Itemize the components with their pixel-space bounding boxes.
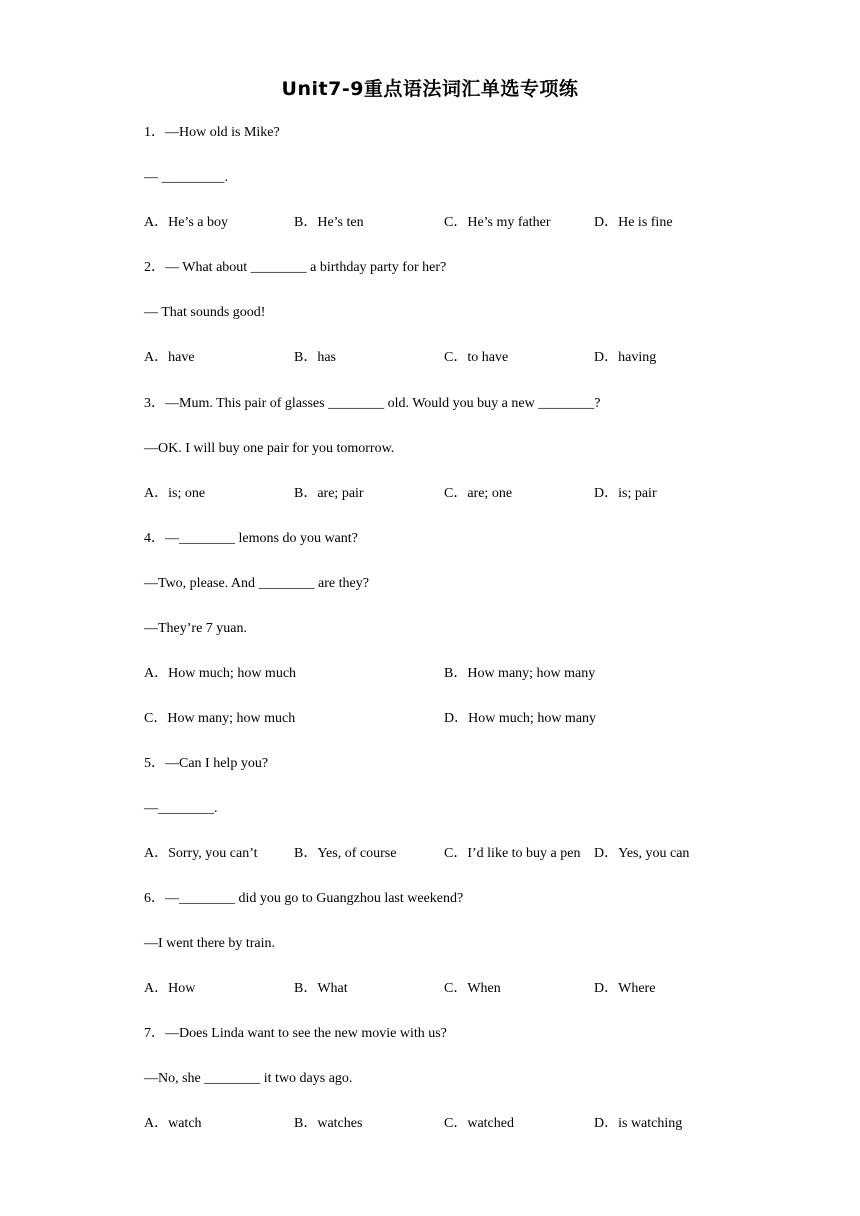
- question-1-option-b[interactable]: B．He’s ten: [294, 215, 364, 230]
- question-1-answer-line: — _________.: [144, 170, 228, 185]
- question-6-option-c[interactable]: C．When: [444, 981, 501, 996]
- question-4-option-d[interactable]: D．How much; how many: [444, 711, 597, 726]
- question-4-answer-line: —They’re 7 yuan.: [144, 621, 248, 636]
- question-7-answer-line: —No, she ________ it two days ago.: [144, 1071, 353, 1086]
- question-3-option-d[interactable]: D．is; pair: [594, 486, 657, 501]
- question-4-stem: 4．—________ lemons do you want?: [144, 531, 358, 546]
- question-7-option-d[interactable]: D．is watching: [594, 1116, 683, 1131]
- question-3-stem: 3．—Mum. This pair of glasses ________ old. Would you buy a new ________?: [144, 396, 601, 411]
- question-4-option-b[interactable]: B．How many; how many: [444, 666, 596, 681]
- question-2-answer-line: — That sounds good!: [144, 305, 266, 320]
- question-2-option-b[interactable]: B．has: [294, 350, 336, 365]
- question-3-option-b[interactable]: B．are; pair: [294, 486, 364, 501]
- question-3-answer-line: —OK. I will buy one pair for you tomorrow.: [144, 441, 395, 456]
- question-2-stem: 2．— What about ________ a birthday party for her?: [144, 260, 447, 275]
- question-5-option-a[interactable]: A．Sorry, you can’t: [144, 846, 258, 861]
- page-title: Unit7-9重点语法词汇单选专项练: [281, 78, 579, 100]
- question-4-option-a[interactable]: A．How much; how much: [144, 666, 297, 681]
- question-1-option-d[interactable]: D．He is fine: [594, 215, 673, 230]
- question-7-stem: 7．—Does Linda want to see the new movie with us?: [144, 1026, 447, 1041]
- question-2-option-a[interactable]: A．have: [144, 350, 195, 365]
- question-3-option-a[interactable]: A．is; one: [144, 486, 206, 501]
- question-3-option-c[interactable]: C．are; one: [444, 486, 513, 501]
- question-2-option-d[interactable]: D．having: [594, 350, 657, 365]
- question-6-option-a[interactable]: A．How: [144, 981, 196, 996]
- question-2-option-c[interactable]: C．to have: [444, 350, 509, 365]
- question-5-stem: 5．—Can I help you?: [144, 756, 269, 771]
- question-7-option-b[interactable]: B．watches: [294, 1116, 363, 1131]
- question-5-option-c[interactable]: C．I’d like to buy a pen: [444, 846, 581, 861]
- question-6-option-b[interactable]: B．What: [294, 981, 348, 996]
- question-4-option-c[interactable]: C．How many; how much: [144, 711, 296, 726]
- question-7-option-a[interactable]: A．watch: [144, 1116, 202, 1131]
- question-1-option-a[interactable]: A．He’s a boy: [144, 215, 228, 230]
- question-5-option-b[interactable]: B．Yes, of course: [294, 846, 397, 861]
- question-5-option-d[interactable]: D．Yes, you can: [594, 846, 690, 861]
- question-1-stem: 1．—How old is Mike?: [144, 125, 280, 140]
- question-6-option-d[interactable]: D．Where: [594, 981, 656, 996]
- question-4-dialogue-line: —Two, please. And ________ are they?: [144, 576, 369, 591]
- question-6-stem: 6．—________ did you go to Guangzhou last weekend?: [144, 891, 464, 906]
- question-5-answer-line: —________.: [144, 801, 218, 816]
- question-7-option-c[interactable]: C．watched: [444, 1116, 514, 1131]
- question-1-option-c[interactable]: C．He’s my father: [444, 215, 551, 230]
- question-6-answer-line: —I went there by train.: [144, 936, 276, 951]
